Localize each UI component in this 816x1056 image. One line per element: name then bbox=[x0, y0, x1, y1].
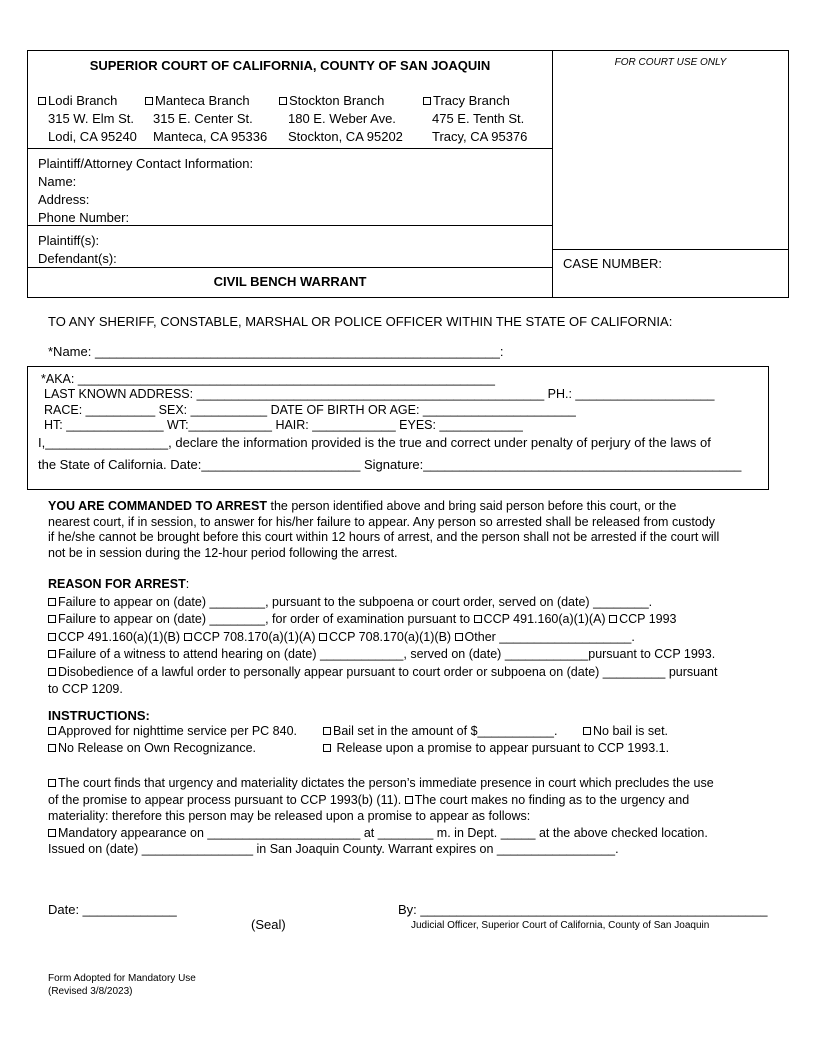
branch-manteca: Manteca Branch 315 E. Center St. Manteca, CA 95336 bbox=[145, 92, 267, 146]
caption-divider bbox=[552, 50, 553, 298]
checkbox[interactable] bbox=[319, 633, 327, 641]
checkbox[interactable] bbox=[323, 744, 331, 752]
judicial-officer-label: Judicial Officer, Superior Court of California, County of San Joaquin bbox=[411, 920, 710, 931]
checkbox[interactable] bbox=[48, 744, 56, 752]
contact-heading: Plaintiff/Attorney Contact Information: bbox=[38, 156, 254, 171]
reason-option-3[interactable]: CCP 491.160(a)(1)(B) CCP 708.170(a)(1)(A) CCP 708.170(a)(1)(B) Other ___________________. bbox=[48, 629, 717, 647]
state-signature-line[interactable]: the State of California. Date:______________________ Signature:____________________________________________ bbox=[38, 457, 742, 472]
name-label[interactable]: Name: bbox=[38, 174, 77, 189]
release-promise-option[interactable]: Release upon a promise to appear pursuant to CCP 1993.1. bbox=[323, 741, 669, 755]
checkbox[interactable] bbox=[455, 633, 463, 641]
no-release-option[interactable]: No Release on Own Recognizance. bbox=[48, 741, 256, 755]
aka-line[interactable]: *AKA: ____________________________________________________________ bbox=[41, 372, 495, 386]
seal-label: (Seal) bbox=[251, 917, 286, 932]
mandatory-appearance-option[interactable]: Mandatory appearance on ______________________ at ________ m. in Dept. _____ at the above checked location. bbox=[48, 825, 714, 842]
by-signature-line[interactable]: By: ________________________________________________ bbox=[398, 902, 768, 917]
stockton-checkbox[interactable] bbox=[279, 97, 287, 105]
checkbox[interactable] bbox=[48, 779, 56, 787]
checkbox[interactable] bbox=[48, 633, 56, 641]
footer-revised: (Revised 3/8/2023) bbox=[48, 986, 133, 997]
urgency-section: The court finds that urgency and materiality dictates the person’s immediate presence in court which precludes the use of the promise to appear process pursuant to CCP 1993(b) (11). The court makes no finding as to the urgency and materiality: therefore this person may be released upon a promise to appear as follows: Mandatory appearance on ______________________ at ________ m. in Dept. _____ at the above checked location. Issued on (date) ________________ in San Joaquin County. Warrant expires on _________________. bbox=[48, 776, 714, 856]
name-line[interactable]: *Name: ________________________________________________________: bbox=[48, 344, 504, 359]
address-line[interactable]: LAST KNOWN ADDRESS: __________________________________________________ PH.: ____________________ bbox=[44, 387, 715, 401]
checkbox[interactable] bbox=[184, 633, 192, 641]
branch-stockton: Stockton Branch 180 E. Weber Ave. Stockton, CA 95202 bbox=[279, 92, 403, 146]
command-paragraph: YOU ARE COMMANDED TO ARREST the person identified above and bring said person before this court, or the nearest court, if in session, to answer for his/her failure to appear. Any person so arrested shall be released from custody if he/she cannot be brought before this court within 12 hours of arrest, and the person shall not be arrested if the court will not be in session during the 12-hour period following the arrest. bbox=[48, 499, 720, 560]
race-line[interactable]: RACE: __________ SEX: ___________ DATE OF BIRTH OR AGE: ______________________ bbox=[44, 403, 576, 417]
contact-block bbox=[38, 155, 253, 227]
date-line[interactable]: Date: _____________ bbox=[48, 902, 177, 917]
defendants-label[interactable]: Defendant(s): bbox=[38, 251, 117, 266]
reason-option-2[interactable]: Failure to appear on (date) ________, for order of examination pursuant to CCP 491.160(a)(1)(A) CCP 1993 bbox=[48, 611, 717, 629]
checkbox[interactable] bbox=[323, 727, 331, 735]
lodi-checkbox[interactable] bbox=[38, 97, 46, 105]
plaintiffs-label[interactable]: Plaintiff(s): bbox=[38, 233, 100, 248]
branch-tracy: Tracy Branch 475 E. Tenth St. Tracy, CA 95376 bbox=[423, 92, 527, 146]
reason-option-1[interactable]: Failure to appear on (date) ________, pursuant to the subpoena or court order, served on (date) ________. bbox=[48, 594, 717, 612]
bail-option[interactable]: Bail set in the amount of $___________. bbox=[323, 724, 557, 738]
reason-heading: REASON FOR ARREST: bbox=[48, 577, 190, 591]
checkbox[interactable] bbox=[474, 615, 482, 623]
checkbox[interactable] bbox=[48, 829, 56, 837]
court-title: SUPERIOR COURT OF CALIFORNIA, COUNTY OF SAN JOAQUIN bbox=[89, 58, 491, 73]
rule-branches bbox=[27, 148, 553, 149]
checkbox[interactable] bbox=[48, 598, 56, 606]
height-line[interactable]: HT: ______________ WT:____________ HAIR: ____________ EYES: ____________ bbox=[44, 418, 523, 432]
checkbox[interactable] bbox=[48, 727, 56, 735]
branch-lodi: Lodi Branch 315 W. Elm St. Lodi, CA 95240 bbox=[38, 92, 137, 146]
instructions-heading: INSTRUCTIONS: bbox=[48, 708, 150, 723]
issued-line[interactable]: Issued on (date) ________________ in San Joaquin County. Warrant expires on _________________. bbox=[48, 842, 619, 856]
checkbox[interactable] bbox=[405, 796, 413, 804]
parties-block bbox=[38, 232, 117, 268]
checkbox[interactable] bbox=[48, 650, 56, 658]
checkbox[interactable] bbox=[609, 615, 617, 623]
reason-option-5[interactable]: Disobedience of a lawful order to personally appear pursuant to court order or subpoena on (date) _________ pursuant bbox=[48, 664, 717, 682]
case-number-label[interactable]: CASE NUMBER: bbox=[563, 256, 662, 271]
reason-section: REASON FOR ARREST: Failure to appear on (date) ________, pursuant to the subpoena or court order, served on (date) ________. Failure to appear on (date) ________, for order of examination pursuant to CCP 491.160(a)(1)(A) CCP 1993 CCP 491.160(a)(1)(B) CCP 708.170(a)(1)(A) CCP 708.170(a)(1)(B) Other ___________________. Failure of a witness to attend hearing on (date) ____________, served on (date) ____________pursuant to CCP 1993. Disobedience of a lawful order to personally appear pursuant to court order or subpoena on (date) _________ pursuant to CCP 1209. bbox=[48, 577, 718, 696]
court-use-label: FOR COURT USE ONLY bbox=[614, 57, 727, 68]
tracy-checkbox[interactable] bbox=[423, 97, 431, 105]
to-officers-line: TO ANY SHERIFF, CONSTABLE, MARSHAL OR POLICE OFFICER WITHIN THE STATE OF CALIFORNIA: bbox=[48, 314, 673, 329]
urgency-option[interactable]: The court finds that urgency and materiality dictates the person’s immediate presence in court which precludes the use bbox=[48, 775, 714, 792]
checkbox[interactable] bbox=[48, 668, 56, 676]
rule-case-number bbox=[552, 249, 789, 250]
manteca-checkbox[interactable] bbox=[145, 97, 153, 105]
address-label[interactable]: Address: bbox=[38, 192, 90, 207]
command-bold: YOU ARE COMMANDED TO ARREST bbox=[48, 499, 267, 513]
form-title: CIVIL BENCH WARRANT bbox=[213, 274, 367, 289]
footer-form-adopted: Form Adopted for Mandatory Use bbox=[48, 973, 196, 984]
reason-option-4[interactable]: Failure of a witness to attend hearing on (date) ____________, served on (date) ____________pursuant to CCP 1993. bbox=[48, 646, 717, 664]
nighttime-option[interactable]: Approved for nighttime service per PC 840. bbox=[48, 724, 297, 738]
checkbox[interactable] bbox=[48, 615, 56, 623]
declaration-line[interactable]: I,_________________, declare the information provided is the true and correct under penalty of perjury of the laws of bbox=[38, 435, 711, 450]
no-bail-option[interactable]: No bail is set. bbox=[583, 724, 668, 738]
phone-label[interactable]: Phone Number: bbox=[38, 210, 130, 225]
checkbox[interactable] bbox=[583, 727, 591, 735]
